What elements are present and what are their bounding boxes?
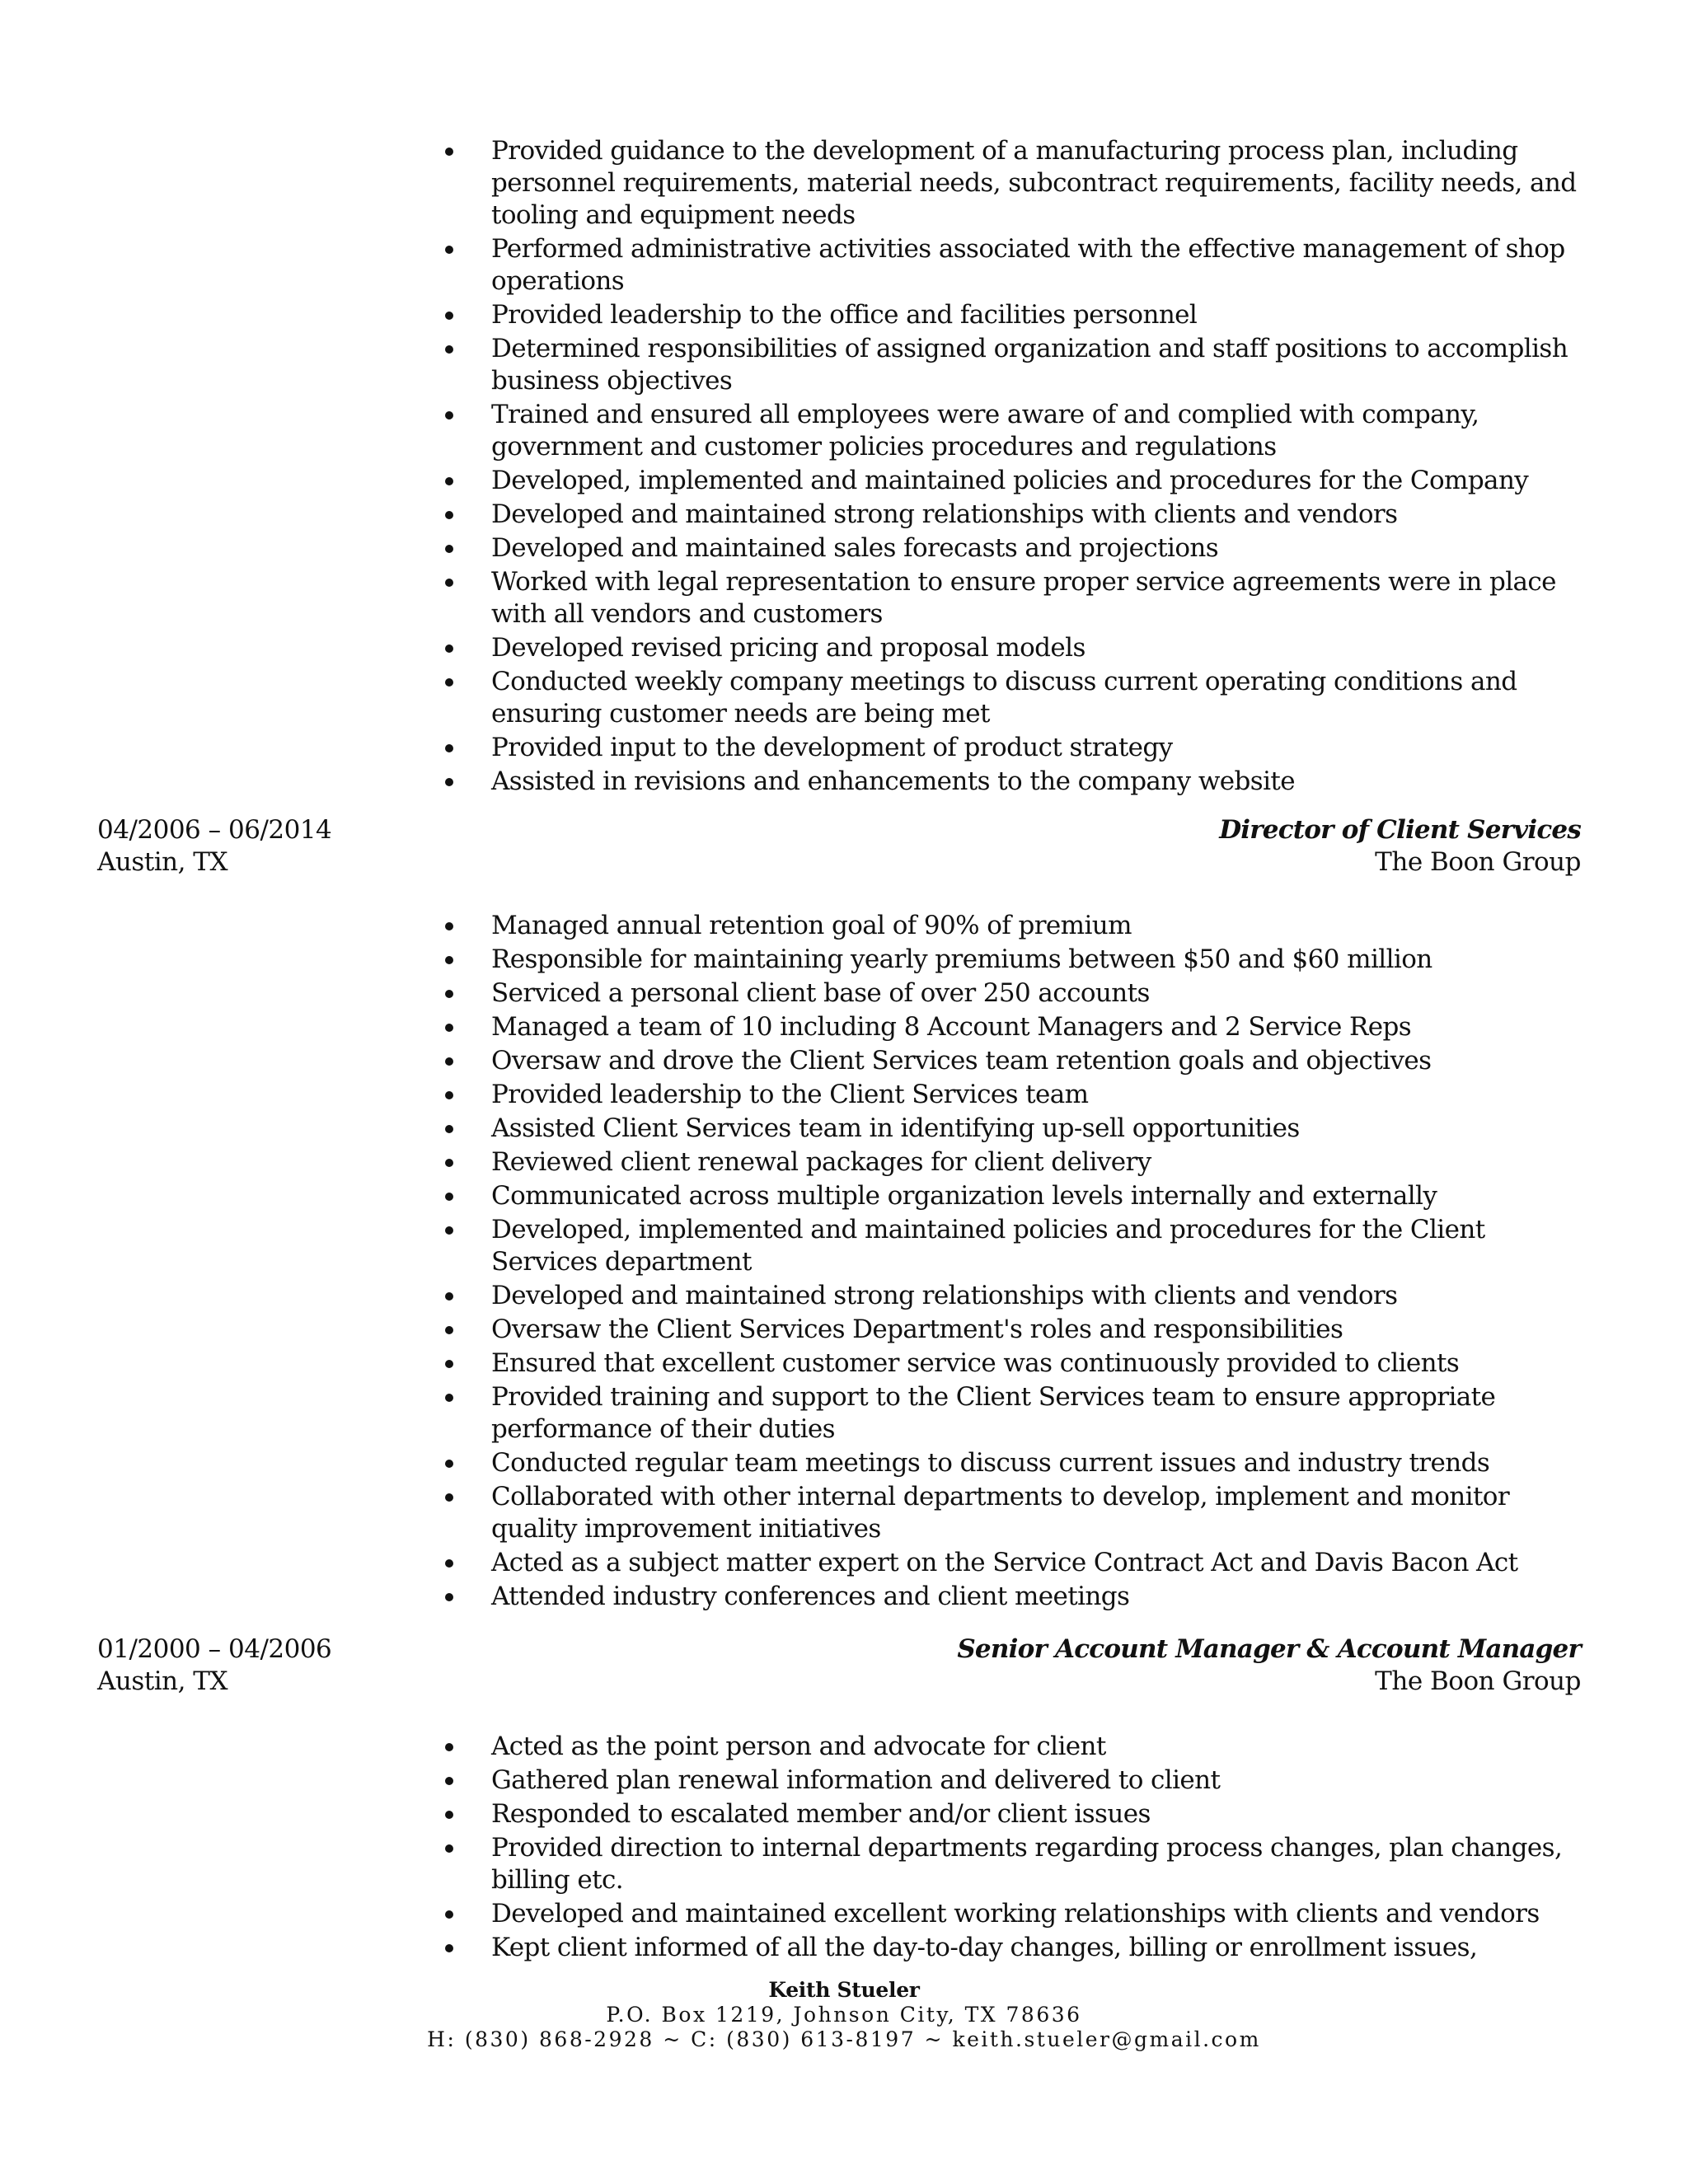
- list-item: Managed annual retention goal of 90% of premium: [442, 910, 1579, 942]
- list-item: Conducted weekly company meetings to discuss current operating conditions and ensuring customer needs are being met: [442, 666, 1579, 730]
- list-item: Collaborated with other internal departments to develop, implement and monitor quality improvement initiatives: [442, 1481, 1579, 1545]
- list-item: Oversaw and drove the Client Services team retention goals and objectives: [442, 1045, 1579, 1077]
- list-item: Managed a team of 10 including 8 Account Managers and 2 Service Reps: [442, 1011, 1579, 1043]
- list-item: Responsible for maintaining yearly premiums between $50 and $60 million: [442, 944, 1579, 976]
- bullet-list-director: [442, 910, 1579, 1615]
- list-item: Responded to escalated member and/or client issues: [442, 1798, 1579, 1830]
- list-item: Serviced a personal client base of over 250 accounts: [442, 977, 1579, 1010]
- job-header-account-manager: [97, 1633, 1581, 1699]
- list-item: Trained and ensured all employees were aware of and complied with company, government and customer policies procedures and regulations: [442, 399, 1579, 463]
- footer-address: P.O. Box 1219, Johnson City, TX 78636: [606, 2003, 1082, 2027]
- list-item: Acted as a subject matter expert on the Service Contract Act and Davis Bacon Act: [442, 1547, 1579, 1579]
- footer-contact: H: (830) 868-2928 ~ C: (830) 613-8197 ~ keith.stueler@gmail.com: [427, 2027, 1261, 2051]
- list-item: Developed and maintained sales forecasts and projections: [442, 532, 1579, 565]
- company-name: The Boon Group: [1375, 1666, 1581, 1696]
- list-item: Developed and maintained excellent working relationships with clients and vendors: [442, 1898, 1579, 1930]
- list-item: Ensured that excellent customer service was continuously provided to clients: [442, 1347, 1579, 1380]
- job-title: Senior Account Manager & Account Manager: [957, 1634, 1581, 1664]
- list-item: Developed and maintained strong relationships with clients and vendors: [442, 499, 1579, 531]
- list-item: Attended industry conferences and client meetings: [442, 1581, 1579, 1613]
- list-item: Gathered plan renewal information and delivered to client: [442, 1765, 1579, 1797]
- list-item: Developed, implemented and maintained policies and procedures for the Client Services department: [442, 1214, 1579, 1278]
- list-item: Developed revised pricing and proposal models: [442, 632, 1579, 664]
- list-item: Performed administrative activities associated with the effective management of shop operations: [442, 233, 1579, 298]
- list-item: Acted as the point person and advocate for client: [442, 1731, 1579, 1763]
- list-item: Assisted in revisions and enhancements to the company website: [442, 766, 1579, 798]
- list-item: Developed, implemented and maintained policies and procedures for the Company: [442, 465, 1579, 497]
- list-item: Reviewed client renewal packages for client delivery: [442, 1146, 1579, 1179]
- list-item: Communicated across multiple organization levels internally and externally: [442, 1180, 1579, 1212]
- page-footer: [0, 1978, 1688, 2052]
- list-item: Provided leadership to the office and facilities personnel: [442, 299, 1579, 331]
- list-item: Worked with legal representation to ensure proper service agreements were in place with all vendors and customers: [442, 566, 1579, 630]
- job-dates: 01/2000 – 04/2006: [97, 1634, 332, 1664]
- list-item: Developed and maintained strong relationships with clients and vendors: [442, 1280, 1579, 1312]
- footer-name: Keith Stueler: [768, 1978, 920, 2002]
- list-item: Provided input to the development of product strategy: [442, 732, 1579, 764]
- job-dates: 04/2006 – 06/2014: [97, 815, 332, 845]
- list-item: Determined responsibilities of assigned organization and staff positions to accomplish business objectives: [442, 333, 1579, 397]
- list-item: Oversaw the Client Services Department's roles and responsibilities: [442, 1314, 1579, 1346]
- list-item: Kept client informed of all the day-to-day changes, billing or enrollment issues,: [442, 1932, 1579, 1964]
- list-item: Provided guidance to the development of a manufacturing process plan, including personnel requirements, material needs, subcontract requirements, facility needs, and tooling and equipment needs: [442, 135, 1579, 232]
- list-item: Provided leadership to the Client Services team: [442, 1079, 1579, 1111]
- company-name: The Boon Group: [1375, 847, 1581, 877]
- list-item: Provided direction to internal departments regarding process changes, plan changes, billing etc.: [442, 1832, 1579, 1896]
- bullet-list-previous-role: [442, 135, 1579, 799]
- list-item: Provided training and support to the Client Services team to ensure appropriate performance of their duties: [442, 1381, 1579, 1446]
- job-location: Austin, TX: [97, 1666, 228, 1696]
- bullet-list-account-manager: [442, 1731, 1579, 1966]
- job-header-director: [97, 814, 1581, 880]
- job-location: Austin, TX: [97, 847, 228, 877]
- list-item: Conducted regular team meetings to discuss current issues and industry trends: [442, 1447, 1579, 1479]
- job-title: Director of Client Services: [1219, 815, 1581, 845]
- list-item: Assisted Client Services team in identifying up-sell opportunities: [442, 1113, 1579, 1145]
